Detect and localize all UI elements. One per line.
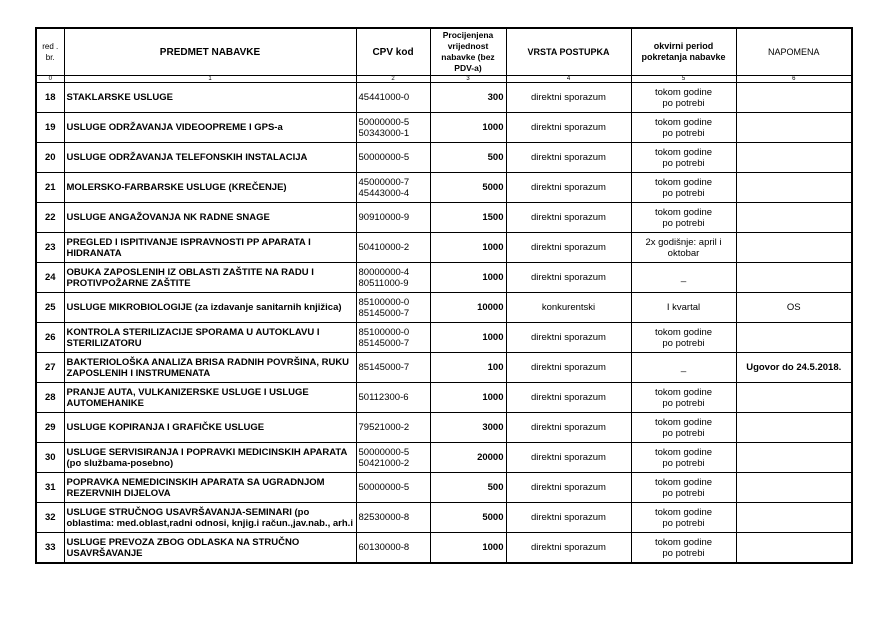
period-line: po potrebi	[662, 187, 705, 199]
period-line: tokom godine	[654, 446, 713, 458]
value-cell: 1000	[430, 233, 506, 263]
period-line: po potrebi	[662, 457, 705, 469]
subject-cell: BAKTERIOLOŠKA ANALIZA BRISA RADNIH POVRŠINA, RUKU ZAPOSLENIH I INSTRUMENATA	[64, 353, 356, 383]
procedure-type-cell: direktni sporazum	[506, 113, 631, 143]
period-line: po potrebi	[662, 217, 705, 229]
table-row	[36, 323, 852, 353]
period-line: I kvartal	[666, 302, 701, 313]
subject-cell: USLUGE SERVISIRANJA I POPRAVKI MEDICINSKIH APARATA (po službama-posebno)	[64, 443, 356, 473]
period-line: tokom godine	[654, 476, 713, 488]
period-line: tokom godine	[654, 506, 713, 518]
cpv-code: 90910000-9	[358, 212, 410, 223]
procedure-type-cell: direktni sporazum	[506, 173, 631, 203]
row-number: 29	[36, 413, 64, 443]
procedure-type-cell: direktni sporazum	[506, 413, 631, 443]
col-header-rb: red . br.	[36, 28, 64, 76]
note-cell	[736, 173, 852, 203]
cpv-cell	[356, 503, 430, 533]
note-cell	[736, 233, 852, 263]
value-cell: 500	[430, 143, 506, 173]
subject-cell: USLUGE ODRŽAVANJA TELEFONSKIH INSTALACIJA	[64, 143, 356, 173]
note-cell: Ugovor do 24.5.2018.	[736, 353, 852, 383]
value-cell: 100	[430, 353, 506, 383]
period-cell	[631, 353, 736, 383]
period-line: po potrebi	[662, 547, 705, 559]
note-cell	[736, 413, 852, 443]
period-cell	[631, 83, 736, 113]
table-row	[36, 443, 852, 473]
period-line: tokom godine	[654, 416, 713, 428]
note-cell	[736, 113, 852, 143]
cpv-cell	[356, 293, 430, 323]
subject-cell: USLUGE ANGAŽOVANJA NK RADNE SNAGE	[64, 203, 356, 233]
cpv-code: 50000000-5	[358, 152, 410, 163]
period-cell	[631, 533, 736, 564]
period-line: tokom godine	[654, 86, 713, 98]
subject-cell: USLUGE STRUČNOG USAVRŠAVANJA-SEMINARI (po oblastima: med.oblast,radni odnosi, knjig.i račun.,jav.nab., arh.i	[64, 503, 356, 533]
cpv-cell	[356, 263, 430, 293]
period-line: tokom godine	[654, 386, 713, 398]
period-cell	[631, 263, 736, 293]
subject-cell: USLUGE PREVOZA ZBOG ODLASKA NA STRUČNO USAVRŠAVANJE	[64, 533, 356, 564]
period-line: tokom godine	[654, 116, 713, 128]
cpv-code: 50421000-2	[358, 457, 410, 469]
cpv-cell	[356, 353, 430, 383]
period-cell	[631, 233, 736, 263]
procedure-type-cell: direktni sporazum	[506, 443, 631, 473]
table-row	[36, 203, 852, 233]
period-line: tokom godine	[654, 536, 713, 548]
value-cell: 10000	[430, 293, 506, 323]
cpv-code: 80511000-9	[358, 277, 409, 289]
row-number: 21	[36, 173, 64, 203]
period-line: tokom godine	[654, 176, 713, 188]
row-number: 24	[36, 263, 64, 293]
value-cell: 1000	[430, 533, 506, 564]
period-line: tokom godine	[654, 146, 713, 158]
index-cell: 0	[36, 76, 64, 83]
procedure-type-cell: direktni sporazum	[506, 503, 631, 533]
cpv-code: 45000000-7	[358, 176, 410, 188]
period-cell	[631, 323, 736, 353]
procedure-type-cell: direktni sporazum	[506, 83, 631, 113]
cpv-code: 79521000-2	[358, 422, 410, 433]
cpv-cell	[356, 443, 430, 473]
cpv-cell	[356, 173, 430, 203]
table-row	[36, 413, 852, 443]
cpv-code: 45443000-4	[358, 187, 410, 199]
note-cell	[736, 473, 852, 503]
period-line: 2x godišnje: april i	[645, 236, 722, 248]
subject-cell: USLUGE ODRŽAVANJA VIDEOOPREME I GPS-a	[64, 113, 356, 143]
table-row	[36, 293, 852, 323]
period-line: po potrebi	[662, 427, 705, 439]
value-cell: 300	[430, 83, 506, 113]
col-header-cpv: CPV kod	[356, 28, 430, 76]
row-number: 33	[36, 533, 64, 564]
cpv-code: 85145000-7	[358, 337, 410, 349]
col-header-note: NAPOMENA	[736, 28, 852, 76]
period-cell	[631, 473, 736, 503]
subject-cell: POPRAVKA NEMEDICINSKIH APARATA SA UGRADNJOM REZERVNIH DIJELOVA	[64, 473, 356, 503]
period-line: _	[680, 362, 687, 373]
table-body	[36, 83, 852, 564]
period-cell	[631, 293, 736, 323]
row-number: 25	[36, 293, 64, 323]
row-number: 19	[36, 113, 64, 143]
table-row	[36, 533, 852, 564]
index-cell: 2	[356, 76, 430, 83]
period-cell	[631, 383, 736, 413]
period-line: po potrebi	[662, 97, 705, 109]
period-cell	[631, 203, 736, 233]
note-cell	[736, 443, 852, 473]
period-line: po potrebi	[662, 517, 705, 529]
subject-cell: STAKLARSKE USLUGE	[64, 83, 356, 113]
subject-cell: MOLERSKO-FARBARSKE USLUGE (KREČENJE)	[64, 173, 356, 203]
cpv-code: 50000000-5	[358, 482, 410, 493]
note-cell	[736, 503, 852, 533]
value-cell: 1500	[430, 203, 506, 233]
period-cell	[631, 173, 736, 203]
cpv-code: 80000000-4	[358, 266, 410, 278]
cpv-cell	[356, 383, 430, 413]
row-number: 26	[36, 323, 64, 353]
procedure-type-cell: direktni sporazum	[506, 473, 631, 503]
procedure-type-cell: direktni sporazum	[506, 533, 631, 564]
col-header-type: VRSTA POSTUPKA	[506, 28, 631, 76]
cpv-cell	[356, 533, 430, 564]
index-cell: 5	[631, 76, 736, 83]
table-row	[36, 263, 852, 293]
index-cell: 1	[64, 76, 356, 83]
value-cell: 5000	[430, 173, 506, 203]
row-number: 23	[36, 233, 64, 263]
value-cell: 1000	[430, 113, 506, 143]
row-number: 28	[36, 383, 64, 413]
cpv-code: 50000000-5	[358, 116, 410, 128]
row-number: 30	[36, 443, 64, 473]
period-cell	[631, 443, 736, 473]
row-number: 20	[36, 143, 64, 173]
cpv-cell	[356, 83, 430, 113]
cpv-code: 50000000-5	[358, 446, 410, 458]
subject-cell: PRANJE AUTA, VULKANIZERSKE USLUGE I USLUGE AUTOMEHANIKE	[64, 383, 356, 413]
period-cell	[631, 113, 736, 143]
cpv-cell	[356, 113, 430, 143]
row-number: 31	[36, 473, 64, 503]
value-cell: 3000	[430, 413, 506, 443]
value-cell: 20000	[430, 443, 506, 473]
period-line: _	[680, 272, 687, 283]
subject-cell: KONTROLA STERILIZACIJE SPORAMA U AUTOKLAVU I STERILIZATORU	[64, 323, 356, 353]
table-row	[36, 383, 852, 413]
value-cell: 1000	[430, 323, 506, 353]
table-row	[36, 173, 852, 203]
cpv-cell	[356, 233, 430, 263]
note-cell: OS	[736, 293, 852, 323]
cpv-code: 82530000-8	[358, 512, 410, 523]
col-header-period: okvirni period pokretanja nabavke	[631, 28, 736, 76]
cpv-code: 45441000-0	[358, 92, 410, 103]
procedure-type-cell: direktni sporazum	[506, 233, 631, 263]
index-cell: 4	[506, 76, 631, 83]
period-cell	[631, 143, 736, 173]
cpv-cell	[356, 473, 430, 503]
procedure-type-cell: konkurentski	[506, 293, 631, 323]
index-cell: 6	[736, 76, 852, 83]
period-line: po potrebi	[662, 397, 705, 409]
cpv-code: 85145000-7	[358, 362, 410, 373]
table-row	[36, 503, 852, 533]
procedure-type-cell: direktni sporazum	[506, 383, 631, 413]
cpv-cell	[356, 413, 430, 443]
cpv-cell	[356, 203, 430, 233]
table-row	[36, 473, 852, 503]
period-cell	[631, 503, 736, 533]
table-row	[36, 353, 852, 383]
period-line: oktobar	[667, 247, 700, 259]
procedure-type-cell: direktni sporazum	[506, 263, 631, 293]
procedure-type-cell: direktni sporazum	[506, 353, 631, 383]
value-cell: 1000	[430, 263, 506, 293]
table-row	[36, 233, 852, 263]
period-line: tokom godine	[654, 326, 713, 338]
index-row	[36, 76, 852, 83]
cpv-cell	[356, 323, 430, 353]
value-cell: 5000	[430, 503, 506, 533]
period-line: po potrebi	[662, 157, 705, 169]
value-cell: 1000	[430, 383, 506, 413]
row-number: 32	[36, 503, 64, 533]
note-cell	[736, 383, 852, 413]
table-row	[36, 143, 852, 173]
procedure-type-cell: direktni sporazum	[506, 323, 631, 353]
row-number: 27	[36, 353, 64, 383]
period-line: po potrebi	[662, 337, 705, 349]
note-cell	[736, 323, 852, 353]
period-line: po potrebi	[662, 127, 705, 139]
note-cell	[736, 533, 852, 564]
cpv-code: 85100000-0	[358, 296, 410, 308]
subject-cell: OBUKA ZAPOSLENIH IZ OBLASTI ZAŠTITE NA RADU I PROTIVPOŽARNE ZAŠTITE	[64, 263, 356, 293]
col-header-subject: PREDMET NABAVKE	[64, 28, 356, 76]
subject-cell: USLUGE MIKROBIOLOGIJE (za izdavanje sanitarnih knjižica)	[64, 293, 356, 323]
period-cell	[631, 413, 736, 443]
note-cell	[736, 203, 852, 233]
procedure-type-cell: direktni sporazum	[506, 143, 631, 173]
note-cell	[736, 143, 852, 173]
value-cell: 500	[430, 473, 506, 503]
col-header-value: Procijenjena vrijednost nabavke (bez PDV-a)	[430, 28, 506, 76]
cpv-code: 50410000-2	[358, 242, 410, 253]
period-line: tokom godine	[654, 206, 713, 218]
subject-cell: PREGLED I ISPITIVANJE ISPRAVNOSTI PP APARATA I HIDRANATA	[64, 233, 356, 263]
header-row	[36, 28, 852, 76]
cpv-code: 85100000-0	[358, 326, 410, 338]
subject-cell: USLUGE KOPIRANJA I GRAFIČKE USLUGE	[64, 413, 356, 443]
period-line: po potrebi	[662, 487, 705, 499]
procurement-plan-table	[35, 27, 853, 564]
row-number: 22	[36, 203, 64, 233]
note-cell	[736, 263, 852, 293]
procedure-type-cell: direktni sporazum	[506, 203, 631, 233]
index-cell: 3	[430, 76, 506, 83]
cpv-code: 50112300-6	[358, 392, 409, 403]
cpv-code: 85145000-7	[358, 307, 410, 319]
cpv-code: 60130000-8	[358, 542, 410, 553]
note-cell	[736, 83, 852, 113]
cpv-cell	[356, 143, 430, 173]
table-row	[36, 113, 852, 143]
table-row	[36, 83, 852, 113]
row-number: 18	[36, 83, 64, 113]
cpv-code: 50343000-1	[358, 127, 410, 139]
